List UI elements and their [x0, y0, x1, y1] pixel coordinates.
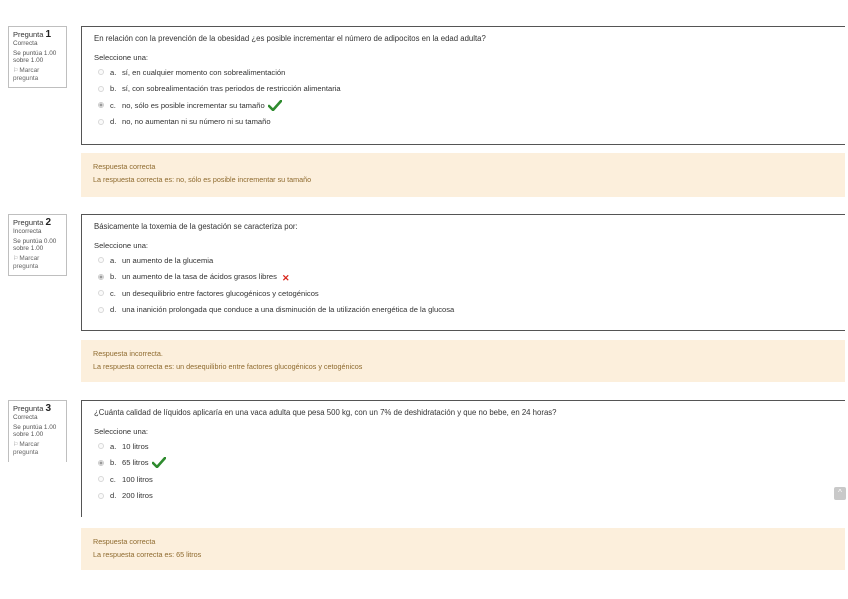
- question-grade: Se puntúa 1.00 sobre 1.00: [13, 49, 57, 65]
- question-text: En relación con la prevención de la obesidad ¿es posible incrementar el número de adipocitos en la edad adulta?: [94, 34, 486, 43]
- question-content-3: [81, 400, 845, 517]
- question-grade: Se puntúa 0.00 sobre 1.00: [13, 237, 57, 253]
- answer-option-a[interactable]: a. sí, en cualquier momento con sobrealimentación: [94, 64, 833, 81]
- feedback-title: Respuesta incorrecta.: [93, 349, 163, 358]
- radio-button[interactable]: [98, 493, 104, 499]
- answer-option-b[interactable]: b. 65 litros: [94, 455, 833, 472]
- flag-icon: ⚐: [13, 67, 19, 74]
- feedback-box-2: [81, 340, 845, 382]
- check-icon: [268, 100, 282, 111]
- radio-button[interactable]: [98, 69, 104, 75]
- flag-question-link[interactable]: ⚐Marcar pregunta: [13, 440, 40, 457]
- answer-option-d[interactable]: d. una inanición prolongada que conduce a una disminución de la utilización energética de la glucosa: [94, 302, 833, 319]
- radio-button[interactable]: [98, 119, 104, 125]
- question-info-3: [8, 400, 67, 462]
- flag-question-link[interactable]: ⚐Marcar pregunta: [13, 254, 40, 271]
- answer-option-c[interactable]: c. un desequilibrio entre factores glucogénicos y cetogénicos: [94, 285, 833, 302]
- radio-button[interactable]: [98, 307, 104, 313]
- answer-option-c[interactable]: c. 100 litros: [94, 471, 833, 488]
- radio-button-selected[interactable]: [98, 102, 104, 108]
- cross-icon: ✕: [281, 273, 290, 284]
- answer-option-c[interactable]: c. no, sólo es posible incrementar su tamaño: [94, 97, 833, 114]
- question-state: Correcta: [13, 414, 38, 422]
- answer-prompt: Seleccione una:: [94, 241, 149, 250]
- feedback-box-1: [81, 153, 845, 197]
- answer-option-b[interactable]: b. un aumento de la tasa de ácidos grasos libres ✕: [94, 269, 833, 286]
- feedback-title: Respuesta correcta: [93, 162, 156, 171]
- check-icon: [152, 457, 166, 468]
- answer-option-a[interactable]: a. 10 litros: [94, 438, 833, 455]
- radio-button[interactable]: [98, 86, 104, 92]
- radio-button[interactable]: [98, 443, 104, 449]
- question-number: Pregunta 1: [13, 29, 52, 40]
- answer-options: [94, 438, 833, 504]
- feedback-text: La respuesta correcta es: 65 litros: [93, 550, 202, 559]
- feedback-text: La respuesta correcta es: un desequilibrio entre factores glucogénicos y cetogénicos: [93, 362, 363, 371]
- radio-button[interactable]: [98, 476, 104, 482]
- answer-options: [94, 252, 833, 318]
- question-content-1: [81, 26, 845, 145]
- question-text: ¿Cuánta calidad de líquidos aplicaría en una vaca adulta que pesa 500 kg, con un 7% de deshidratación y que no bebe, en 24 horas?: [94, 408, 557, 417]
- question-info-2: [8, 214, 67, 276]
- radio-button[interactable]: [98, 257, 104, 263]
- answer-prompt: Seleccione una:: [94, 53, 149, 62]
- question-content-2: [81, 214, 845, 331]
- feedback-box-3: [81, 528, 845, 570]
- answer-options: [94, 64, 833, 130]
- answer-prompt: Seleccione una:: [94, 427, 149, 436]
- scroll-top-button[interactable]: [834, 487, 846, 500]
- radio-button[interactable]: [98, 290, 104, 296]
- flag-question-link[interactable]: ⚐Marcar pregunta: [13, 66, 40, 83]
- question-state: Correcta: [13, 40, 38, 48]
- radio-button-selected[interactable]: [98, 274, 104, 280]
- chevron-up-icon: ^: [838, 488, 842, 497]
- flag-icon: ⚐: [13, 255, 19, 262]
- flag-icon: ⚐: [13, 441, 19, 448]
- answer-option-b[interactable]: b. sí, con sobrealimentación tras periodos de restricción alimentaria: [94, 81, 833, 98]
- question-info-1: [8, 26, 67, 88]
- answer-option-a[interactable]: a. un aumento de la glucemia: [94, 252, 833, 269]
- answer-option-d[interactable]: d. 200 litros: [94, 488, 833, 505]
- question-number: Pregunta 2: [13, 217, 52, 228]
- answer-option-d[interactable]: d. no, no aumentan ni su número ni su tamaño: [94, 114, 833, 131]
- feedback-text: La respuesta correcta es: no, sólo es posible incrementar su tamaño: [93, 175, 312, 184]
- question-text: Básicamente la toxemia de la gestación se caracteriza por:: [94, 222, 298, 231]
- question-state: Incorrecta: [13, 228, 42, 236]
- feedback-title: Respuesta correcta: [93, 537, 156, 546]
- radio-button-selected[interactable]: [98, 460, 104, 466]
- question-grade: Se puntúa 1.00 sobre 1.00: [13, 423, 57, 439]
- question-number: Pregunta 3: [13, 403, 52, 414]
